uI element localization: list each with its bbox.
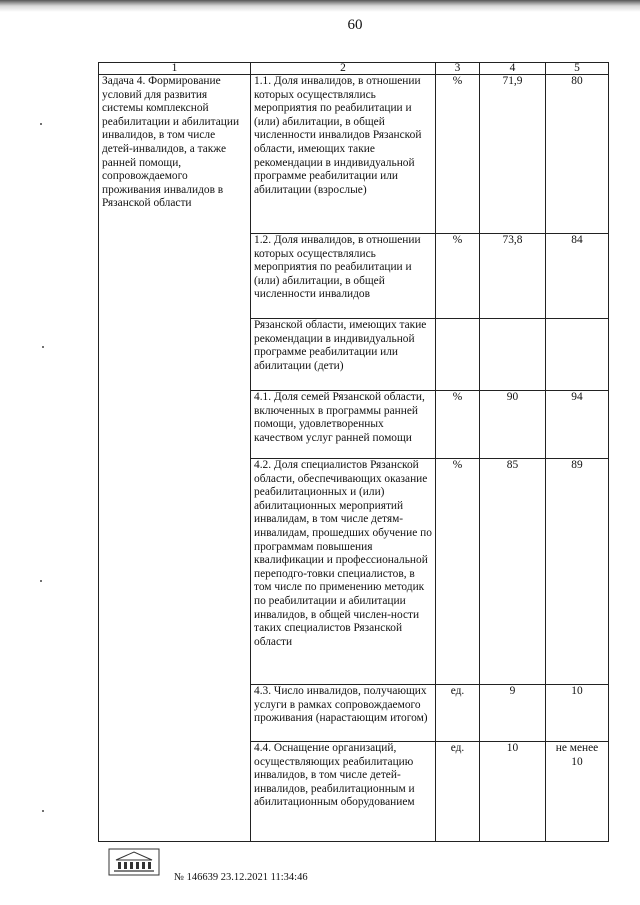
unit-cell: %	[436, 391, 480, 459]
target-value-cell: 94	[546, 391, 609, 459]
indicator-text: 4.2. Доля специалистов Рязанской области, обеспечивающих оказание реабилитационных и (или) абилитационных мероприятий инвалидам, в том числе детям-инвалидам, прошедших обучение по программам повышения квалификации и профессиональной переподго-товки специалистов, в том числе по применению методик по реабилитации и абилитации инвалидов, в общей числен-ности таких специалистов Рязанской области	[251, 459, 436, 685]
value-cell	[480, 319, 546, 391]
building-stamp-icon	[108, 848, 160, 876]
unit-cell: %	[436, 459, 480, 685]
target-value-cell: 10	[546, 685, 609, 742]
value-cell: 73,8	[480, 234, 546, 319]
task-description: Задача 4. Формирование условий для развития системы комплексной реабилитации и абилитации инвалидов, в том числе детей-инвалидов, а также ранней помощи, сопровождаемого проживания инвалидов в Рязанской области	[99, 75, 251, 842]
unit-cell	[436, 319, 480, 391]
indicator-text: 4.4. Оснащение организаций, осуществляющих реабилитацию инвалидов, в том числе детей-инвалидов, реабилитационным и абилитационным оборудованием	[251, 742, 436, 842]
target-value-cell: не менее 10	[546, 742, 609, 842]
scan-speck	[40, 123, 42, 125]
target-value-cell: 84	[546, 234, 609, 319]
unit-cell: ед.	[436, 685, 480, 742]
indicator-text: Рязанской области, имеющих такие рекомендации в индивидуальной программе реабилитации или абилитации (дети)	[251, 319, 436, 391]
value-cell: 90	[480, 391, 546, 459]
value-cell: 85	[480, 459, 546, 685]
column-number: 5	[546, 63, 609, 75]
value-cell: 10	[480, 742, 546, 842]
document-footer	[108, 848, 428, 898]
indicator-text: 1.1. Доля инвалидов, в отношении которых осуществлялись мероприятия по реабилитации и (или) абилитации, в общей численности инвалидов Рязанской области, имеющих такие рекомендации в индивидуальной программе реабилитации или абилитации (взрослые)	[251, 75, 436, 234]
target-value-cell	[546, 319, 609, 391]
document-registration-number: № 146639 23.12.2021 11:34:46	[174, 872, 308, 883]
target-value-cell: 80	[546, 75, 609, 234]
scan-speck	[40, 580, 42, 582]
scan-speck	[42, 346, 44, 348]
column-numbers-row	[99, 63, 609, 75]
page-number: 60	[347, 17, 363, 33]
indicator-text: 4.1. Доля семей Рязанской области, включенных в программы ранней помощи, удовлетворенных качеством услуг ранней помощи	[251, 391, 436, 459]
indicators-table	[98, 62, 609, 842]
indicator-text: 4.3. Число инвалидов, получающих услуги в рамках сопровождаемого проживания (нарастающим итогом)	[251, 685, 436, 742]
target-value-cell: 89	[546, 459, 609, 685]
scan-speck	[42, 810, 44, 812]
unit-cell: %	[436, 75, 480, 234]
unit-cell: %	[436, 234, 480, 319]
value-cell: 71,9	[480, 75, 546, 234]
column-number: 4	[480, 63, 546, 75]
indicator-text: 1.2. Доля инвалидов, в отношении которых осуществлялись мероприятия по реабилитации и (или) абилитации, в общей численности инвалидов	[251, 234, 436, 319]
value-cell: 9	[480, 685, 546, 742]
column-number: 2	[251, 63, 436, 75]
scan-edge	[0, 0, 640, 12]
column-number: 1	[99, 63, 251, 75]
table-row	[99, 75, 609, 234]
unit-cell: ед.	[436, 742, 480, 842]
column-number: 3	[436, 63, 480, 75]
